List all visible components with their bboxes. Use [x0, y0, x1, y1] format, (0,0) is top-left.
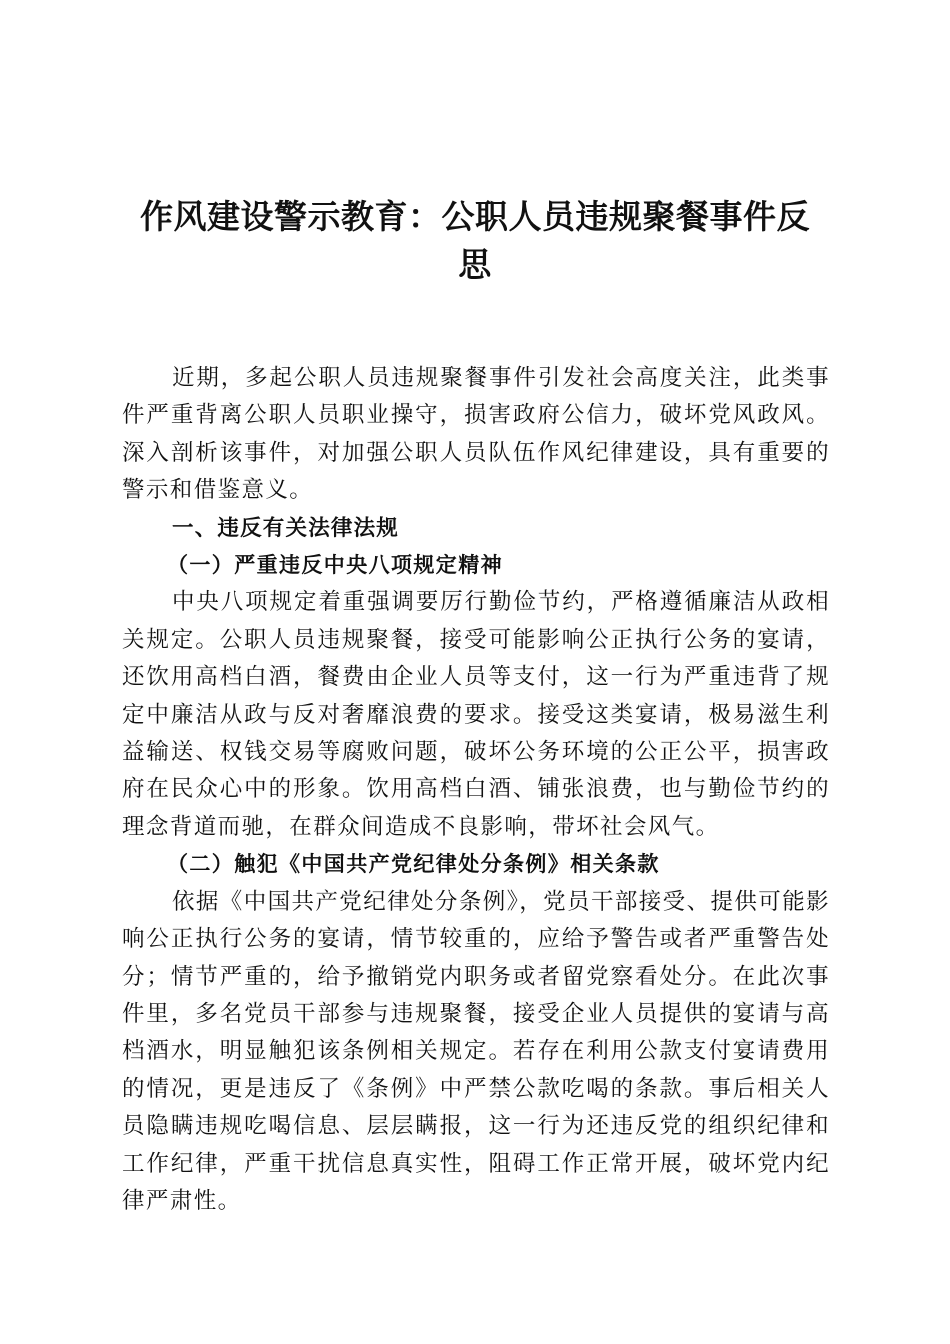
subsection-2-paragraph: 依据《中国共产党纪律处分条例》，党员干部接受、提供可能影响公正执行公务的宴请，情节较重的，应给予警告或者严重警告处分；情节严重的，给予撤销党内职务或者留党察看处分。在此次事件里，多名党员干部参与违规聚餐，接受企业人员提供的宴请与高档酒水，明显触犯该条例相关规定。若存在利用公款支付宴请费用的情况，更是违反了《条例》中严禁公款吃喝的条款。事后相关人员隐瞒违规吃喝信息、层层瞒报，这一行为还违反党的组织纪律和工作纪律，严重干扰信息真实性，阻碍工作正常开展，破坏党内纪律严肃性。: [122, 888, 830, 1214]
intro-paragraph: 近期，多起公职人员违规聚餐事件引发社会高度关注，此类事件严重背离公职人员职业操守，损害政府公信力，破坏党风政风。深入剖析该事件，对加强公职人员队伍作风纪律建设，具有重要的警示和借鉴意义。: [122, 365, 830, 504]
subsection-heading-1: （一）严重违反中央八项规定精神: [167, 553, 503, 578]
document-body: [122, 360, 830, 1220]
section-heading-1: 一、违反有关法律法规: [172, 515, 400, 541]
subsection-1-paragraph: 中央八项规定着重强调要厉行勤俭节约，严格遵循廉洁从政相关规定。公职人员违规聚餐，接受可能影响公正执行公务的宴请，还饮用高档白酒，餐费由企业人员等支付，这一行为严重违背了规定中廉洁从政与反对奢靡浪费的要求。接受这类宴请，极易滋生利益输送、权钱交易等腐败问题，破坏公务环境的公正公平，损害政府在民众心中的形象。饮用高档白酒、铺张浪费，也与勤俭节约的理念背道而驰，在群众间造成不良影响，带坏社会风气。: [122, 589, 830, 840]
document-title-line-2: 思: [458, 245, 492, 284]
subsection-heading-2: （二）触犯《中国共产党纪律处分条例》相关条款: [167, 852, 660, 877]
document-title-line-1: 作风建设警示教育：公职人员违规聚餐事件反: [140, 197, 810, 236]
